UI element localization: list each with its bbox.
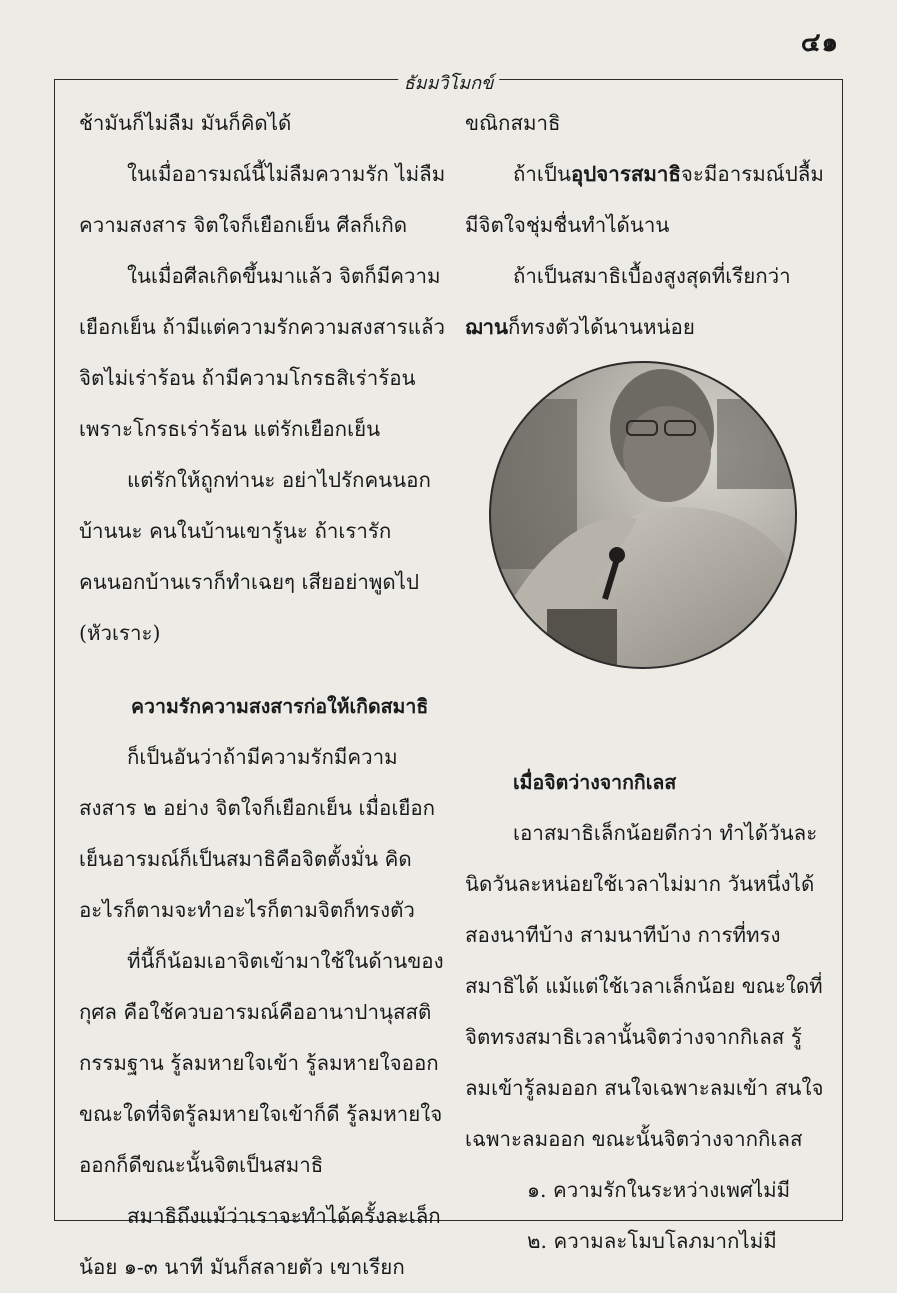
- section-heading: เมื่อจิตว่างจากกิเลส: [513, 771, 677, 794]
- text-frame: [54, 73, 843, 1279]
- list-item: ๒. ความละโมบโลภมากไม่มี: [527, 1229, 777, 1253]
- running-title: ธัมมวิโมกข์: [398, 68, 500, 97]
- paragraph: ถ้าเป็นอุปจารสมาธิจะมีอารมณ์ปลื้มมีจิตใจชุ่มชื่นทำได้นาน: [465, 162, 824, 237]
- paragraph: ในเมื่อศีลเกิดขึ้นมาแล้ว จิตก็มีความเยือกเย็น ถ้ามีแต่ความรักความสงสารแล้วจิตไม่เร่าร้อน ถ้ามีความโกรธสิเร่าร้อนเพราะโกรธเร่าร้อน แต่รักเยือกเย็น: [79, 264, 446, 441]
- paragraph: เอาสมาธิเล็กน้อยดีกว่า ทำได้วันละนิดวันละหน่อยใช้เวลาไม่มาก วันหนึ่งได้สองนาทีบ้าง สามนาทีบ้าง การที่ทรงสมาธิได้ แม้แต่ใช้เวลาเล็กน้อย ขณะใดที่จิตทรงสมาธิเวลานั้นจิตว่างจากกิเลส รู้ลมเข้ารู้ลมออก สนใจเฉพาะลมเข้า สนใจเฉพาะลมออก ขณะนั้นจิตว่างจากกิเลส: [465, 821, 824, 1151]
- section-heading: ความรักความสงสารก่อให้เกิดสมาธิ: [131, 695, 429, 718]
- paragraph: ขณิกสมาธิ: [465, 111, 561, 135]
- paragraph: ที่นี้ก็น้อมเอาจิตเข้ามาใช้ในด้านของกุศล คือใช้ควบอารมณ์คืออานาปานุสสติกรรมฐาน รู้ลมหายใจเข้า รู้ลมหายใจออก ขณะใดที่จิตรู้ลมหายใจเข้าก็ดี รู้ลมหายใจออกก็ดีขณะนั้นจิตเป็นสมาธิ: [79, 949, 444, 1177]
- bold-term: อุปจารสมาธิ: [570, 162, 681, 186]
- left-column: [79, 98, 449, 1293]
- monk-portrait-photo: [487, 359, 799, 671]
- page-number: ๔๑: [800, 28, 839, 58]
- paragraph: ในเมื่ออารมณ์นี้ไม่ลืมความรัก ไม่ลืมความสงสาร จิตใจก็เยือกเย็น ศีลก็เกิด: [79, 162, 446, 237]
- list-item: ๑. ความรักในระหว่างเพศไม่มี: [527, 1178, 791, 1202]
- portrait-image: [487, 359, 799, 671]
- right-column: [465, 98, 825, 1267]
- paragraph: ช้ามันก็ไม่ลืม มันก็คิดได้: [79, 111, 292, 135]
- paragraph: ก็เป็นอันว่าถ้ามีความรักมีความสงสาร ๒ อย่าง จิตใจก็เยือกเย็น เมื่อเยือกเย็นอารมณ์ก็เป็นสมาธิคือจิตตั้งมั่น คิดอะไรก็ตามจะทำอะไรก็ตามจิตก็ทรงตัว: [79, 745, 436, 922]
- paragraph: ถ้าเป็นสมาธิเบื้องสูงสุดที่เรียกว่าฌานก็ทรงตัวได้นานหน่อย: [465, 264, 791, 339]
- paragraph: สมาธิถึงแม้ว่าเราจะทำได้ครั้งละเล็กน้อย ๑-๓ นาที มันก็สลายตัว เขาเรียก: [79, 1204, 441, 1279]
- paragraph: แต่รักให้ถูกท่านะ อย่าไปรักคนนอกบ้านนะ คนในบ้านเขารู้นะ ถ้าเรารักคนนอกบ้านเราก็ทำเฉยๆ เสียอย่าพูดไป (หัวเราะ): [79, 468, 431, 645]
- bold-term: ฌาน: [465, 315, 509, 339]
